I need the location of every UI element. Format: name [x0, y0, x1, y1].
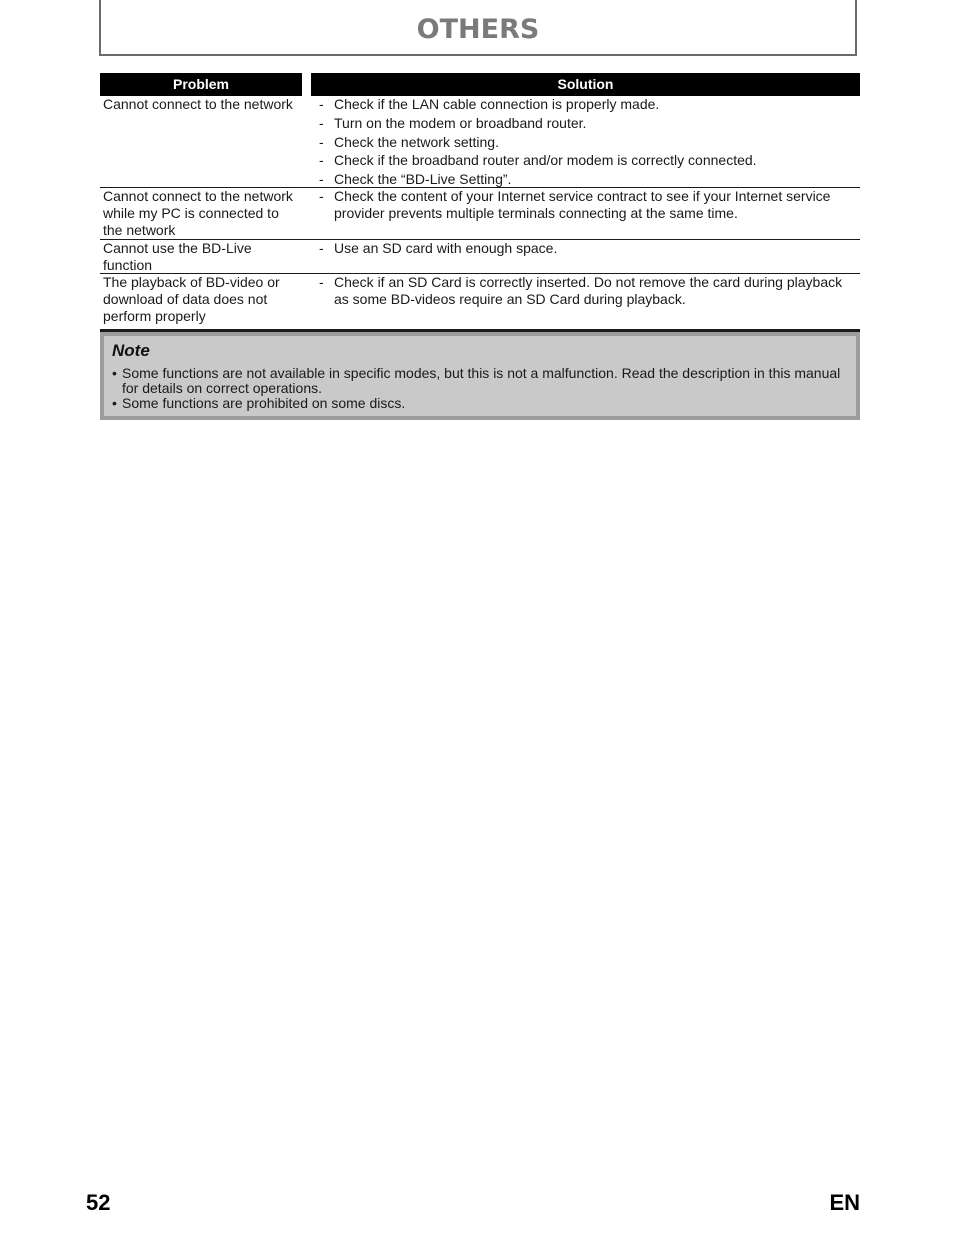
note-title: Note — [112, 341, 150, 360]
solution-cell — [311, 240, 860, 273]
solution-cell — [311, 188, 860, 239]
bullet-marker: • — [112, 395, 117, 411]
solution-text: Turn on the modem or broadband router. — [334, 114, 587, 131]
cell-gap — [302, 188, 311, 239]
note-item — [112, 396, 842, 411]
language-code: EN — [829, 1190, 860, 1215]
solution-text: Check the content of your Internet service contract to see if your Internet service provider prevents multiple terminals connecting at the same time. — [334, 188, 831, 221]
page-number: 52 — [86, 1190, 111, 1215]
note-text: Some functions are prohibited on some discs. — [122, 395, 406, 411]
dash-marker: - — [319, 114, 324, 131]
cell-gap — [302, 96, 311, 187]
solution-text: Check the network setting. — [334, 133, 499, 150]
section-header — [99, 0, 857, 56]
solution-item — [319, 188, 852, 222]
problem-cell: Cannot connect to the network while my PC is connected to the network — [103, 188, 293, 238]
solution-cell — [311, 274, 860, 329]
dash-marker: - — [319, 171, 324, 188]
dash-marker: - — [319, 274, 324, 290]
troubleshooting-table — [100, 73, 860, 332]
dash-marker: - — [319, 152, 324, 169]
problem-cell: Cannot connect to the network — [103, 96, 293, 112]
solution-text: Check if the broadband router and/or modem is correctly connected. — [334, 152, 757, 169]
table-row — [100, 274, 860, 332]
cell-gap — [302, 274, 311, 329]
dash-marker: - — [319, 96, 324, 112]
column-header-solution: Solution — [311, 73, 860, 96]
solution-cell — [311, 96, 860, 187]
table-header — [100, 73, 860, 96]
section-title: OTHERS — [416, 14, 540, 45]
table-row — [100, 96, 860, 188]
solution-text: Check the “BD-Live Setting”. — [334, 171, 512, 188]
dash-marker: - — [319, 188, 324, 204]
solution-item — [319, 134, 852, 151]
solution-text: Check if an SD Card is correctly inserted. Do not remove the card during playback as some BD-videos require an SD Card during playback. — [334, 274, 843, 307]
problem-cell: Cannot use the BD-Live function — [103, 240, 252, 273]
note-box — [100, 332, 860, 420]
solution-item — [319, 115, 852, 132]
column-header-problem: Problem — [100, 73, 302, 96]
note-item — [112, 366, 842, 396]
note-list — [112, 366, 842, 411]
problem-cell: The playback of BD-video or download of data does not perform properly — [103, 274, 280, 324]
solution-item — [319, 274, 852, 308]
note-text: Some functions are not available in specific modes, but this is not a malfunction. Read the description in this manual for details on correct operations. — [122, 365, 841, 396]
solution-item — [319, 240, 852, 257]
dash-marker: - — [319, 133, 324, 150]
table-row — [100, 240, 860, 274]
table-row — [100, 188, 860, 240]
solution-text: Use an SD card with enough space. — [334, 240, 558, 256]
solution-text: Check if the LAN cable connection is properly made. — [334, 96, 660, 112]
cell-gap — [302, 240, 311, 273]
solution-item — [319, 171, 852, 188]
column-gap — [302, 73, 311, 96]
bullet-marker: • — [112, 365, 117, 381]
dash-marker: - — [319, 240, 324, 256]
solution-item — [319, 152, 852, 169]
solution-item — [319, 96, 852, 113]
